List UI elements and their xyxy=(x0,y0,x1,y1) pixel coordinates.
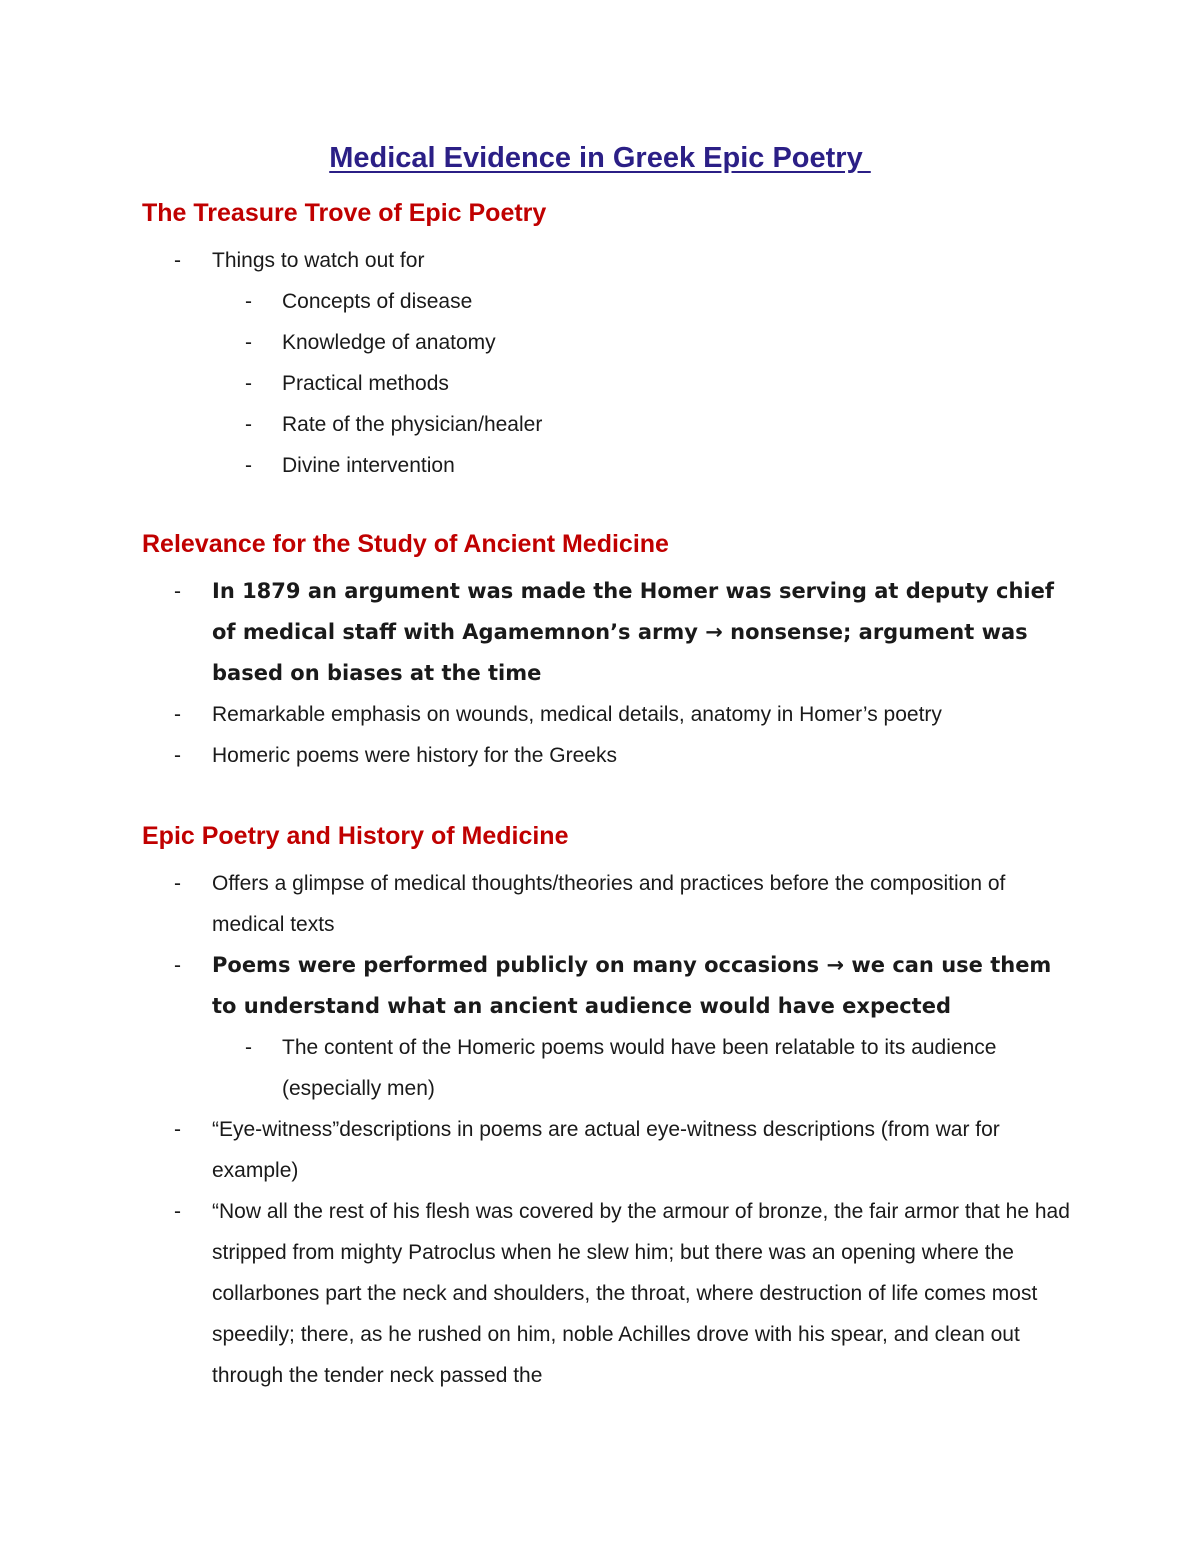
section-relevance xyxy=(142,527,1082,776)
list-item-text: “Now all the rest of his flesh was covered by the armour of bronze, the fair armor that he had stripped from mighty Patroclus when he slew him; but there was an opening where the collarbones part the neck and shoulders, the throat, where destruction of life comes most speedily; there, as he rushed on him, noble Achilles drove with his spear, and clean out through the tender neck passed the xyxy=(212,1200,1070,1387)
dash-bullet: - xyxy=(174,954,181,977)
list-item-text: “Eye-witness”descriptions in poems are actual eye-witness descriptions (from war for example) xyxy=(212,1118,1000,1182)
dash-bullet: - xyxy=(245,331,252,354)
dash-bullet: - xyxy=(245,290,252,313)
list-item-text: Concepts of disease xyxy=(282,290,473,313)
dash-bullet: - xyxy=(174,872,181,895)
list-item xyxy=(142,945,1082,1027)
list-item xyxy=(142,694,1082,735)
dash-bullet: - xyxy=(174,744,181,767)
list-item-text: Offers a glimpse of medical thoughts/theories and practices before the composition of medical texts xyxy=(212,872,1006,936)
list-item xyxy=(142,1191,1082,1396)
list-item xyxy=(142,404,1082,445)
list-item xyxy=(142,322,1082,363)
dash-bullet: - xyxy=(174,703,181,726)
dash-bullet: - xyxy=(245,1036,252,1059)
list-item-text: Practical methods xyxy=(282,372,449,395)
section-epic-poetry-history xyxy=(142,819,1082,1396)
section-heading: Relevance for the Study of Ancient Medicine xyxy=(142,530,669,558)
list-item xyxy=(142,1109,1082,1191)
list-item-text: Knowledge of anatomy xyxy=(282,331,496,354)
section-treasure-trove xyxy=(142,196,1082,486)
list-item xyxy=(142,1027,1082,1109)
list-item xyxy=(142,240,1082,281)
list-item-text: Remarkable emphasis on wounds, medical details, anatomy in Homer’s poetry xyxy=(212,703,942,726)
list-item xyxy=(142,445,1082,486)
list-item-text: Homeric poems were history for the Greeks xyxy=(212,744,617,767)
section-heading: Epic Poetry and History of Medicine xyxy=(142,822,569,850)
document-title: Medical Evidence in Greek Epic Poetry xyxy=(329,142,871,174)
dash-bullet: - xyxy=(245,454,252,477)
dash-bullet: - xyxy=(245,372,252,395)
bullet-list xyxy=(142,863,1082,1396)
list-item-text: Poems were performed publicly on many occasions → we can use them to understand what an ancient audience would have expected xyxy=(212,953,1052,1018)
dash-bullet: - xyxy=(174,1200,181,1223)
list-item-text: Things to watch out for xyxy=(212,249,425,272)
bullet-list xyxy=(142,240,1082,486)
dash-bullet: - xyxy=(245,413,252,436)
section-heading: The Treasure Trove of Epic Poetry xyxy=(142,199,547,227)
list-item xyxy=(142,281,1082,322)
list-item-text: Divine intervention xyxy=(282,454,455,477)
dash-bullet: - xyxy=(174,249,181,272)
list-item xyxy=(142,363,1082,404)
list-item xyxy=(142,735,1082,776)
list-item-text: The content of the Homeric poems would have been relatable to its audience (especially men) xyxy=(282,1036,997,1100)
dash-bullet: - xyxy=(174,580,181,603)
list-item-text: In 1879 an argument was made the Homer was serving at deputy chief of medical staff with Agamemnon’s army → nonsense; argument was based on biases at the time xyxy=(212,579,1055,685)
bullet-list xyxy=(142,571,1082,776)
list-item xyxy=(142,863,1082,945)
list-item xyxy=(142,571,1082,694)
dash-bullet: - xyxy=(174,1118,181,1141)
list-item-text: Rate of the physician/healer xyxy=(282,413,543,436)
